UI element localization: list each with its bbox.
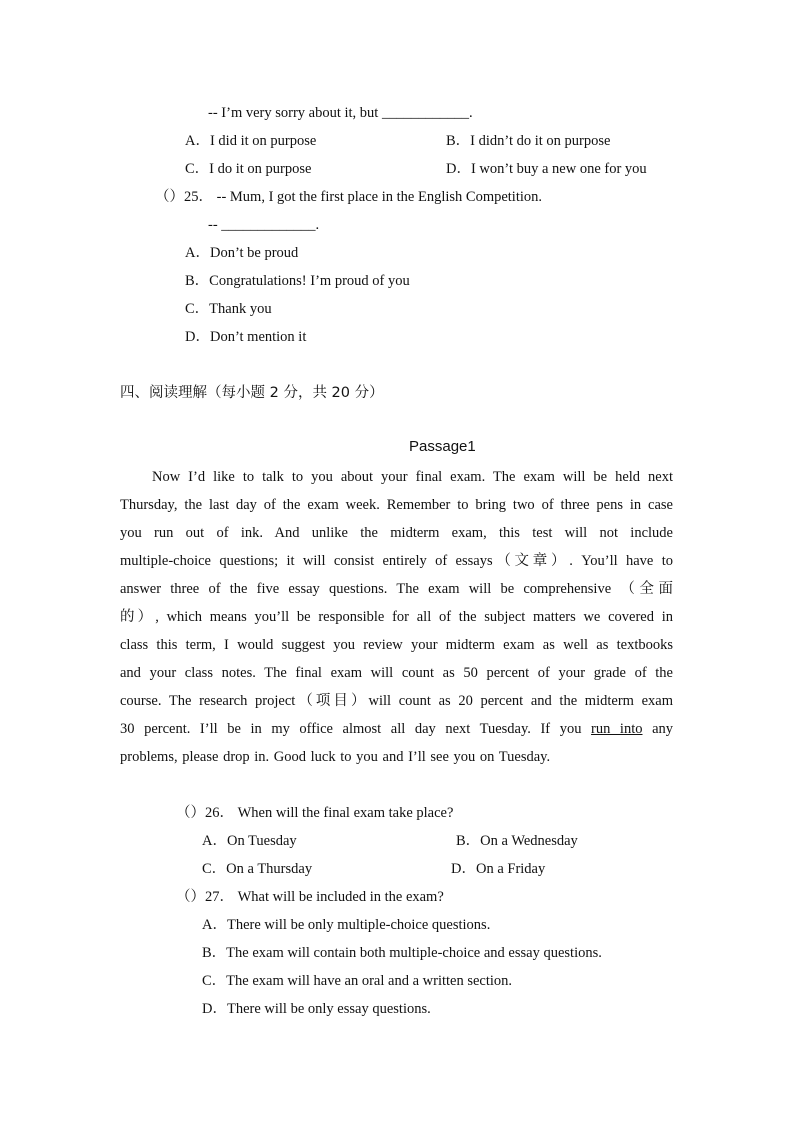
passage-line: Thursday, the last day of the exam week. Remember to bring two of three pens in case xyxy=(120,497,673,513)
q25-option-d: D．Don’t mention it xyxy=(185,329,307,345)
q25-response: -- _____________. xyxy=(208,217,320,233)
passage-line: 的）, which means you’ll be responsible for all of the subject matters we covered in xyxy=(120,609,673,625)
q26-option-a: A．On Tuesday xyxy=(202,833,297,849)
passage-line: you run out of ink. And unlike the midterm exam, this test will not include xyxy=(120,525,673,541)
q26-option-d: D．On a Friday xyxy=(451,861,546,877)
passage-body xyxy=(120,463,673,771)
passage-text: 30 percent. I’ll be in my office almost all day next Tuesday. If you xyxy=(120,721,592,737)
passage-line: answer three of the five essay questions. The exam will be comprehensive （全面 xyxy=(120,581,673,597)
q24-option-b: B．I didn’t do it on purpose xyxy=(446,133,611,149)
underlined-phrase: run into xyxy=(591,721,643,737)
passage-text: any xyxy=(642,721,674,737)
q25-stem: （）25． -- Mum, I got the first place in the English Competition. xyxy=(155,189,543,205)
q25-option-c: C．Thank you xyxy=(185,301,272,317)
q24-stem: -- I’m very sorry about it, but ____________. xyxy=(208,105,473,121)
q27-option-a: A．There will be only multiple-choice questions. xyxy=(202,917,491,933)
q26-stem: （）26． When will the final exam take place? xyxy=(176,805,454,821)
q27-stem: （）27． What will be included in the exam? xyxy=(176,889,444,905)
q25-option-a: A．Don’t be proud xyxy=(185,245,299,261)
passage-line: and your class notes. The final exam will count as 50 percent of your grade of the xyxy=(120,665,673,681)
passage-line: multiple-choice questions; it will consist entirely of essays（文章）. You’ll have to xyxy=(120,553,673,569)
q26-option-c: C．On a Thursday xyxy=(202,861,313,877)
q27-option-c: C．The exam will have an oral and a written section. xyxy=(202,973,513,989)
q27-option-b: B．The exam will contain both multiple-choice and essay questions. xyxy=(202,945,602,961)
q27-option-d: D．There will be only essay questions. xyxy=(202,1001,431,1017)
passage-line: class this term, I would suggest you review your midterm exam as well as textbooks xyxy=(120,637,673,653)
passage-line xyxy=(120,715,673,743)
passage-title: Passage1 xyxy=(409,438,476,455)
section-heading: 四、阅读理解（每小题 2 分，共 20 分） xyxy=(120,385,384,401)
q24-option-c: C．I do it on purpose xyxy=(185,161,312,177)
q26-option-b: B．On a Wednesday xyxy=(456,833,578,849)
passage-line: problems, please drop in. Good luck to you and I’ll see you on Tuesday. xyxy=(120,749,551,765)
q24-option-d: D．I won’t buy a new one for you xyxy=(446,161,647,177)
q25-option-b: B．Congratulations! I’m proud of you xyxy=(185,273,410,289)
q24-option-a: A．I did it on purpose xyxy=(185,133,317,149)
passage-line: Now I’d like to talk to you about your final exam. The exam will be held next xyxy=(152,469,673,485)
passage-line: course. The research project（项目）will count as 20 percent and the midterm exam xyxy=(120,693,673,709)
